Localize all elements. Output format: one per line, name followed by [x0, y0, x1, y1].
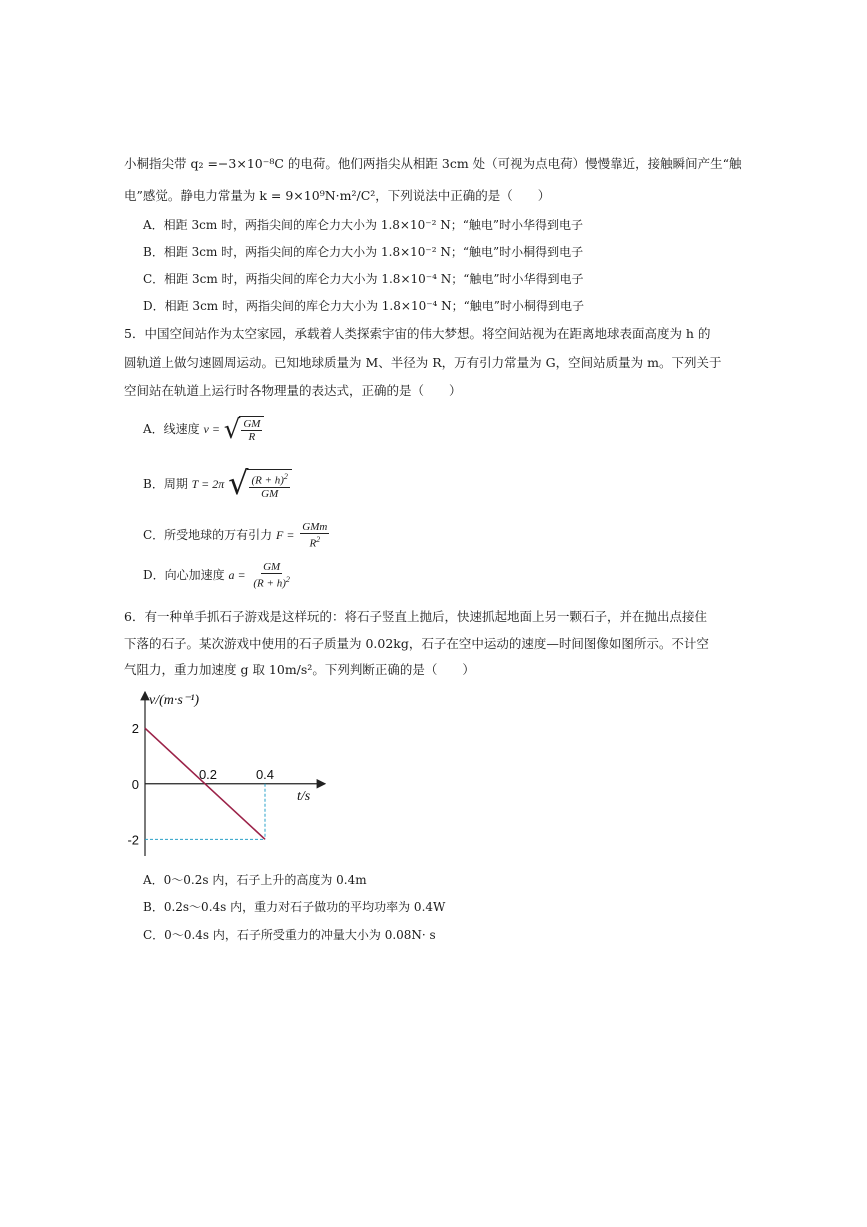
x-tick-label: 0.4 [255, 766, 275, 782]
q4-stem-line1: 小桐指尖带 q₂ =−3×10⁻⁸C 的电荷。他们两指尖从相距 3cm 处（可视为点电荷）慢慢靠近，接触瞬间产生“触 [124, 156, 742, 171]
q5-option-a-label: A．线速度 [143, 422, 200, 436]
q5-option-d-denominator: (R + h) [253, 577, 286, 590]
velocity-time-chart [120, 688, 330, 863]
y-tick-label: -2 [127, 832, 139, 848]
y-tick-label: 2 [131, 721, 139, 737]
y-axis-label: v/(m·s⁻¹) [149, 693, 200, 708]
y-tick-label: 0 [131, 776, 139, 792]
q5-option-a-denominator: R [248, 431, 256, 443]
q4-option-d: D．相距 3cm 时，两指尖间的库仑力大小为 1.8×10⁻⁴ N；“触电”时小桐得到电子 [143, 299, 584, 313]
sqrt-symbol: √ $\frac{(R + h)^2}{GM}$ [228, 469, 292, 500]
q5-option-a-lhs: v = [203, 422, 220, 436]
q5-option-b-numerator: (R + h) [251, 474, 284, 487]
q5-option-a [143, 412, 264, 446]
q5-stem-line3: 空间站在轨道上运行时各物理量的表达式，正确的是（ ） [124, 383, 462, 398]
q5-option-b [143, 464, 292, 504]
q6-option-b: B．0.2s～0.4s 内，重力对石子做功的平均功率为 0.4W [143, 900, 446, 914]
q4-option-b: B．相距 3cm 时，两指尖间的库仑力大小为 1.8×10⁻² N；“触电”时小桐得到电子 [143, 245, 584, 259]
q5-option-d-numerator: GM [263, 561, 281, 574]
q5-option-c [143, 518, 331, 552]
q4-stem-line2: 电”感觉。静电力常量为 k = 9×10⁹N·m²/C²，下列说法中正确的是（ ） [124, 188, 551, 203]
q5-option-d-label: D．向心加速度 [143, 568, 225, 582]
q5-stem-line1: 5．中国空间站作为太空家园，承载着人类探索宇宙的伟大梦想。将空间站视为在距离地球表面高度为 h 的 [124, 326, 711, 341]
q5-option-c-denominator: R [309, 537, 317, 550]
q5-option-b-lhs: T = 2π [191, 477, 225, 491]
q5-option-b-denominator: GM [261, 487, 279, 500]
q5-option-b-exponent: 2 [283, 472, 288, 482]
q5-option-b-label: B．周期 [143, 477, 188, 491]
q6-stem-line2: 下落的石子。某次游戏中使用的石子质量为 0.02kg，石子在空中运动的速度—时间图像如图所示。不计空 [124, 636, 709, 651]
q5-option-d-lhs: a = [228, 568, 246, 582]
q6-stem-line1: 6．有一种单手抓石子游戏是这样玩的：将石子竖直上抛后，快速抓起地面上另一颗石子，并在抛出点接住 [124, 609, 707, 624]
x-axis-label: t/s [297, 788, 311, 804]
q5-option-c-label: C．所受地球的万有引力 [143, 528, 273, 542]
q6-stem-line3: 气阻力，重力加速度 g 取 10m/s²。下列判断正确的是（ ） [124, 662, 475, 677]
q6-option-a: A．0～0.2s 内，石子上升的高度为 0.4m [143, 873, 367, 887]
sqrt-symbol: √ $\frac{GM}{R}$ [224, 416, 265, 444]
q5-option-c-exponent: 2 [316, 535, 321, 545]
q5-option-c-lhs: F = [276, 528, 295, 542]
q5-option-d [143, 556, 294, 594]
q5-option-d-exponent: 2 [285, 575, 290, 585]
q4-option-a: A．相距 3cm 时，两指尖间的库仑力大小为 1.8×10⁻² N；“触电”时小华得到电子 [143, 218, 583, 232]
q4-option-c: C．相距 3cm 时，两指尖间的库仑力大小为 1.8×10⁻⁴ N；“触电”时小华得到电子 [143, 272, 584, 286]
q6-option-c: C．0～0.4s 内，石子所受重力的冲量大小为 0.08N· s [143, 928, 436, 942]
q5-option-a-numerator: GM [243, 418, 261, 430]
x-tick-label: 0.2 [198, 766, 218, 782]
q5-stem-line2: 圆轨道上做匀速圆周运动。已知地球质量为 M、半径为 R，万有引力常量为 G，空间站质量为 m。下列关于 [124, 355, 722, 370]
q5-option-c-numerator: GMm [302, 521, 328, 534]
